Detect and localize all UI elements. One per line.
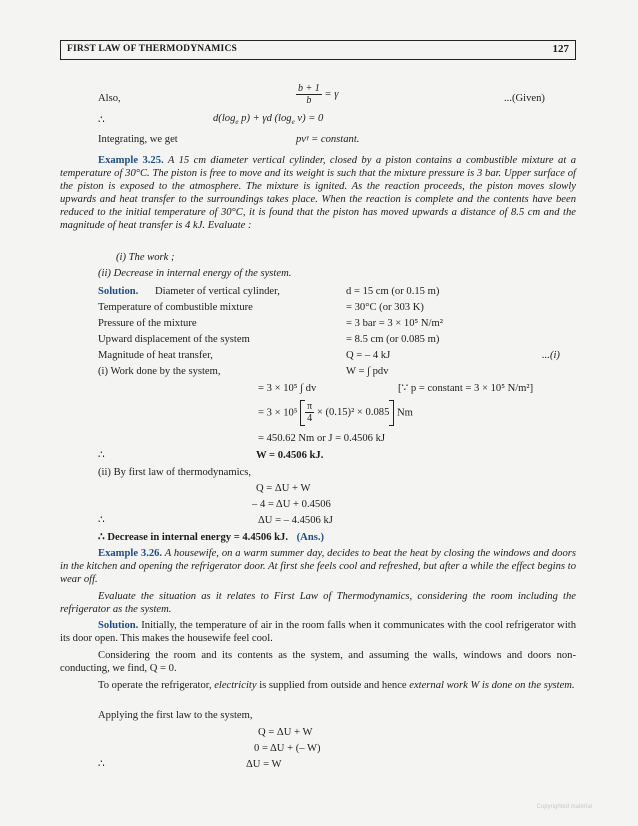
decrease-internal-energy-result: ∴ Decrease in internal energy = 4.4506 kJ. (Ans.) <box>98 532 325 543</box>
given-label-3: Upward displacement of the system <box>98 334 250 345</box>
evaluate-item-ii: (ii) Decrease in internal energy of the system. <box>98 268 292 279</box>
example-3-26-evaluate: Evaluate the situation as it relates to First Law of Thermodynamics, considering the room including the refrigerator as the system. <box>60 591 576 616</box>
bracket-expression: $\frac{\pi}{4}$ × (0.15)² × 0.085 <box>300 400 394 426</box>
therefore-symbol-2: ∴ <box>98 450 105 461</box>
example-3-26-solution: Solution. Initially, the temperature of air in the room falls when it communicates with the cool refrigerator with its door open. This makes the housewife feel cool. <box>60 620 576 645</box>
differential-equation: $d(\log_e$ p) + γd ($\log_e$ v) = 0 <box>213 113 324 127</box>
ex326-eq-1: Q = ΔU + W <box>258 727 313 738</box>
running-header <box>60 40 576 60</box>
pi-over-4: $\frac{\pi}{4}$ <box>307 401 313 425</box>
section-title: FIRST LAW OF THERMODYNAMICS <box>67 44 238 54</box>
given-tag: ...(Given) <box>504 93 545 104</box>
b-fraction: $\frac{b + 1}{b}$ <box>298 83 320 106</box>
work-result: W = 0.4506 kJ. <box>256 450 324 461</box>
example-3-26-assumption: Considering the room and its contents as the system, and assuming the walls, windows and doors non-conducting, we find, Q = 0. <box>60 650 576 675</box>
given-label-0: Diameter of vertical cylinder, <box>155 286 280 297</box>
given-value-2: = 3 bar = 3 × 10⁵ N/m² <box>346 318 443 329</box>
given-value-5: W = ∫ pdv <box>346 366 389 377</box>
first-law-eq-3: ΔU = – 4.4506 kJ <box>258 515 333 526</box>
answer-tag: (Ans.) <box>296 532 325 543</box>
ex326-eq-3: ΔU = W <box>246 759 282 770</box>
first-law-eq-2: – 4 = ΔU + 0.4506 <box>252 499 331 510</box>
therefore-symbol-4: ∴ <box>98 759 105 770</box>
given-value-3: = 8.5 cm (or 0.085 m) <box>346 334 440 345</box>
ex326-eq-2: 0 = ΔU + (– W) <box>254 743 321 754</box>
evaluate-item-i: (i) The work ; <box>116 252 175 263</box>
first-law-intro: (ii) By first law of thermodynamics, <box>98 467 251 478</box>
given-label-1: Temperature of combustible mixture <box>98 302 253 313</box>
solution-label: Solution. <box>98 286 139 297</box>
given-value-4: Q = – 4 kJ <box>346 350 391 361</box>
page-number: 127 <box>552 43 569 55</box>
example-3-26-statement: Example 3.26. A housewife, on a warm summer day, decides to beat the heat by closing the windows and doors in the kitchen and opening the refrigerator door. At first she feels cool and refreshed, but after a while the effect begins to wear off. <box>60 548 576 586</box>
given-value-1: = 30°C (or 303 K) <box>346 302 424 313</box>
work-line-1: = 3 × 10⁵ ∫ dv <box>258 383 317 394</box>
given-label-5: (i) Work done by the system, <box>98 366 221 377</box>
pv-gamma-result: pvᵞ = constant. <box>296 134 360 145</box>
given-value-0: d = 15 cm (or 0.15 m) <box>346 286 440 297</box>
work-constant-note: [∵ p = constant = 3 × 10⁵ N/m²] <box>398 383 534 394</box>
therefore-symbol: ∴ <box>98 115 105 126</box>
first-law-application: Applying the first law to the system, <box>98 710 253 721</box>
example-3-26-refrigerator: To operate the refrigerator, electricity is supplied from outside and hence external work W is done on the system. <box>98 680 575 691</box>
first-law-eq-1: Q = ΔU + W <box>256 483 311 494</box>
given-label-2: Pressure of the mixture <box>98 318 197 329</box>
work-line-2: = 3 × 10⁵ $\frac{\pi}{4}$ × (0.15)² × 0.085 Nm <box>258 401 413 425</box>
therefore-symbol-3: ∴ <box>98 515 105 526</box>
integrating-label: Integrating, we get <box>98 134 178 145</box>
given-label-4: Magnitude of heat transfer, <box>98 350 213 361</box>
example-3-25-statement: Example 3.25. A 15 cm diameter vertical cylinder, closed by a piston contains a combustible mixture at a temperature of 30°C. The piston is free to move and its weight is such that the mixture pressure is 3 bar. Upper surface of the piston is exposed to the atmosphere. The mixture is ignited. As the reaction proceeds, the piston moves slowly upwards and heat transfer to the surroundings takes place. When the reaction is complete and the contents have been reduced to the initial temperature of 30°C, it is found that the piston has moved upwards a distance of 8.5 cm and the magnitude of heat transfer is 4 kJ. Evaluate : <box>60 155 576 232</box>
also-label: Also, <box>98 93 121 104</box>
copyright-watermark: Copyrighted material <box>536 804 592 810</box>
gamma-equation: $\frac{b + 1}{b}$ = γ <box>298 83 339 106</box>
work-line-3: = 450.62 Nm or J = 0.4506 kJ <box>258 433 386 444</box>
equation-tag-i: ...(i) <box>542 350 560 361</box>
